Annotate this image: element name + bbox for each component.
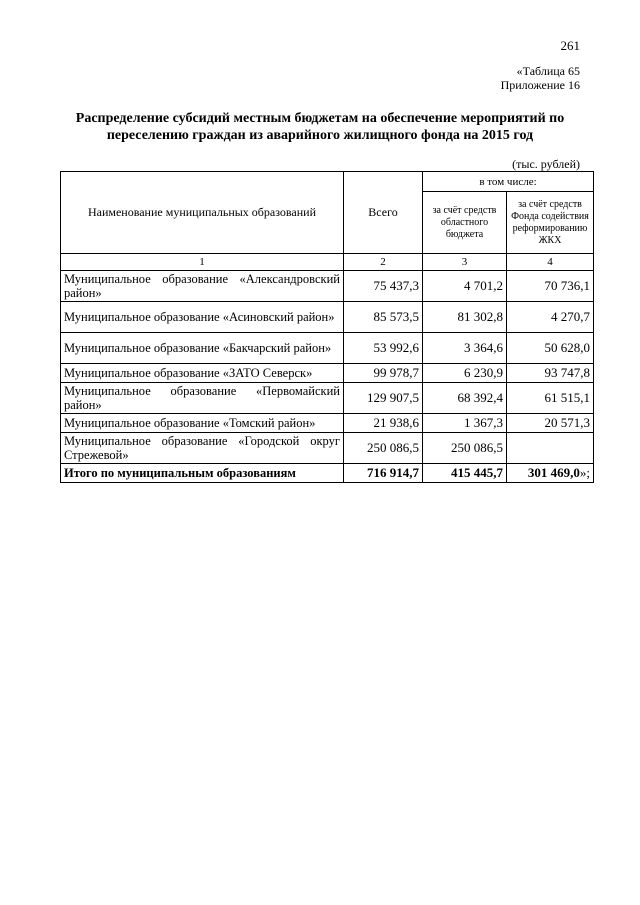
- total-value: 129 907,5: [344, 383, 423, 414]
- regional-value: 81 302,8: [423, 302, 507, 333]
- table-row: [61, 333, 594, 364]
- municipality-name: Муниципальное образование «Городской округ Стрежевой»: [61, 433, 344, 464]
- grand-total-value: 716 914,7: [344, 464, 423, 483]
- subsidies-table: [60, 171, 594, 483]
- regional-value: 1 367,3: [423, 414, 507, 433]
- total-value: 99 978,7: [344, 364, 423, 383]
- fund-total-cell: [507, 464, 594, 483]
- regional-value: 3 364,6: [423, 333, 507, 364]
- closing-quote-suffix: »;: [579, 465, 590, 480]
- header-name: Наименование муниципальных образований: [61, 172, 344, 254]
- regional-value: 68 392,4: [423, 383, 507, 414]
- header-regional: за счёт средств областного бюджета: [423, 192, 507, 254]
- regional-value: 4 701,2: [423, 271, 507, 302]
- municipality-name: Муниципальное образование «Томский район»: [61, 414, 344, 433]
- table-row: [61, 414, 594, 433]
- fund-value: 20 571,3: [507, 414, 594, 433]
- fund-value: 70 736,1: [507, 271, 594, 302]
- municipality-name: Муниципальное образование «ЗАТО Северск»: [61, 364, 344, 383]
- regional-value: 6 230,9: [423, 364, 507, 383]
- regional-total-value: 415 445,7: [423, 464, 507, 483]
- municipality-name: Муниципальное образование «Александровский район»: [61, 271, 344, 302]
- column-number-3: 3: [423, 254, 507, 271]
- fund-value: [507, 433, 594, 464]
- units-label: (тыс. рублей): [512, 157, 580, 171]
- total-value: 75 437,3: [344, 271, 423, 302]
- table-row: [61, 383, 594, 414]
- municipality-name: Муниципальное образование «Асиновский район»: [61, 302, 344, 333]
- document-title: [70, 110, 570, 144]
- total-row: [61, 464, 594, 483]
- fund-value: 50 628,0: [507, 333, 594, 364]
- total-label: Итого по муниципальным образованиям: [61, 464, 344, 483]
- table-reference: [501, 64, 580, 92]
- total-value: 250 086,5: [344, 433, 423, 464]
- total-value: 53 992,6: [344, 333, 423, 364]
- page-number: 261: [560, 38, 580, 53]
- header-total: Всего: [344, 172, 423, 254]
- table-row: [61, 433, 594, 464]
- column-number-4: 4: [507, 254, 594, 271]
- municipality-name: Муниципальное образование «Бакчарский район»: [61, 333, 344, 364]
- fund-value: 4 270,7: [507, 302, 594, 333]
- appendix-label: Приложение 16: [500, 78, 580, 92]
- total-value: 85 573,5: [344, 302, 423, 333]
- column-number-1: 1: [61, 254, 344, 271]
- header-including: в том числе:: [423, 172, 594, 192]
- column-number-2: 2: [344, 254, 423, 271]
- title-line-1: Распределение субсидий местным бюджетам на обеспечение мероприятий по: [75, 111, 565, 126]
- table-row: [61, 302, 594, 333]
- table-row: [61, 271, 594, 302]
- total-value: 21 938,6: [344, 414, 423, 433]
- fund-total-value: 301 469,0: [527, 465, 580, 480]
- fund-value: 93 747,8: [507, 364, 594, 383]
- header-fund: за счёт средств Фонда содействия реформированию ЖКХ: [507, 192, 594, 254]
- fund-value: 61 515,1: [507, 383, 594, 414]
- table-row: [61, 364, 594, 383]
- title-line-2: переселению граждан из аварийного жилищного фонда на 2015 год: [106, 128, 534, 143]
- municipality-name: Муниципальное образование «Первомайский район»: [61, 383, 344, 414]
- regional-value: 250 086,5: [423, 433, 507, 464]
- table-label: «Таблица 65: [516, 64, 580, 78]
